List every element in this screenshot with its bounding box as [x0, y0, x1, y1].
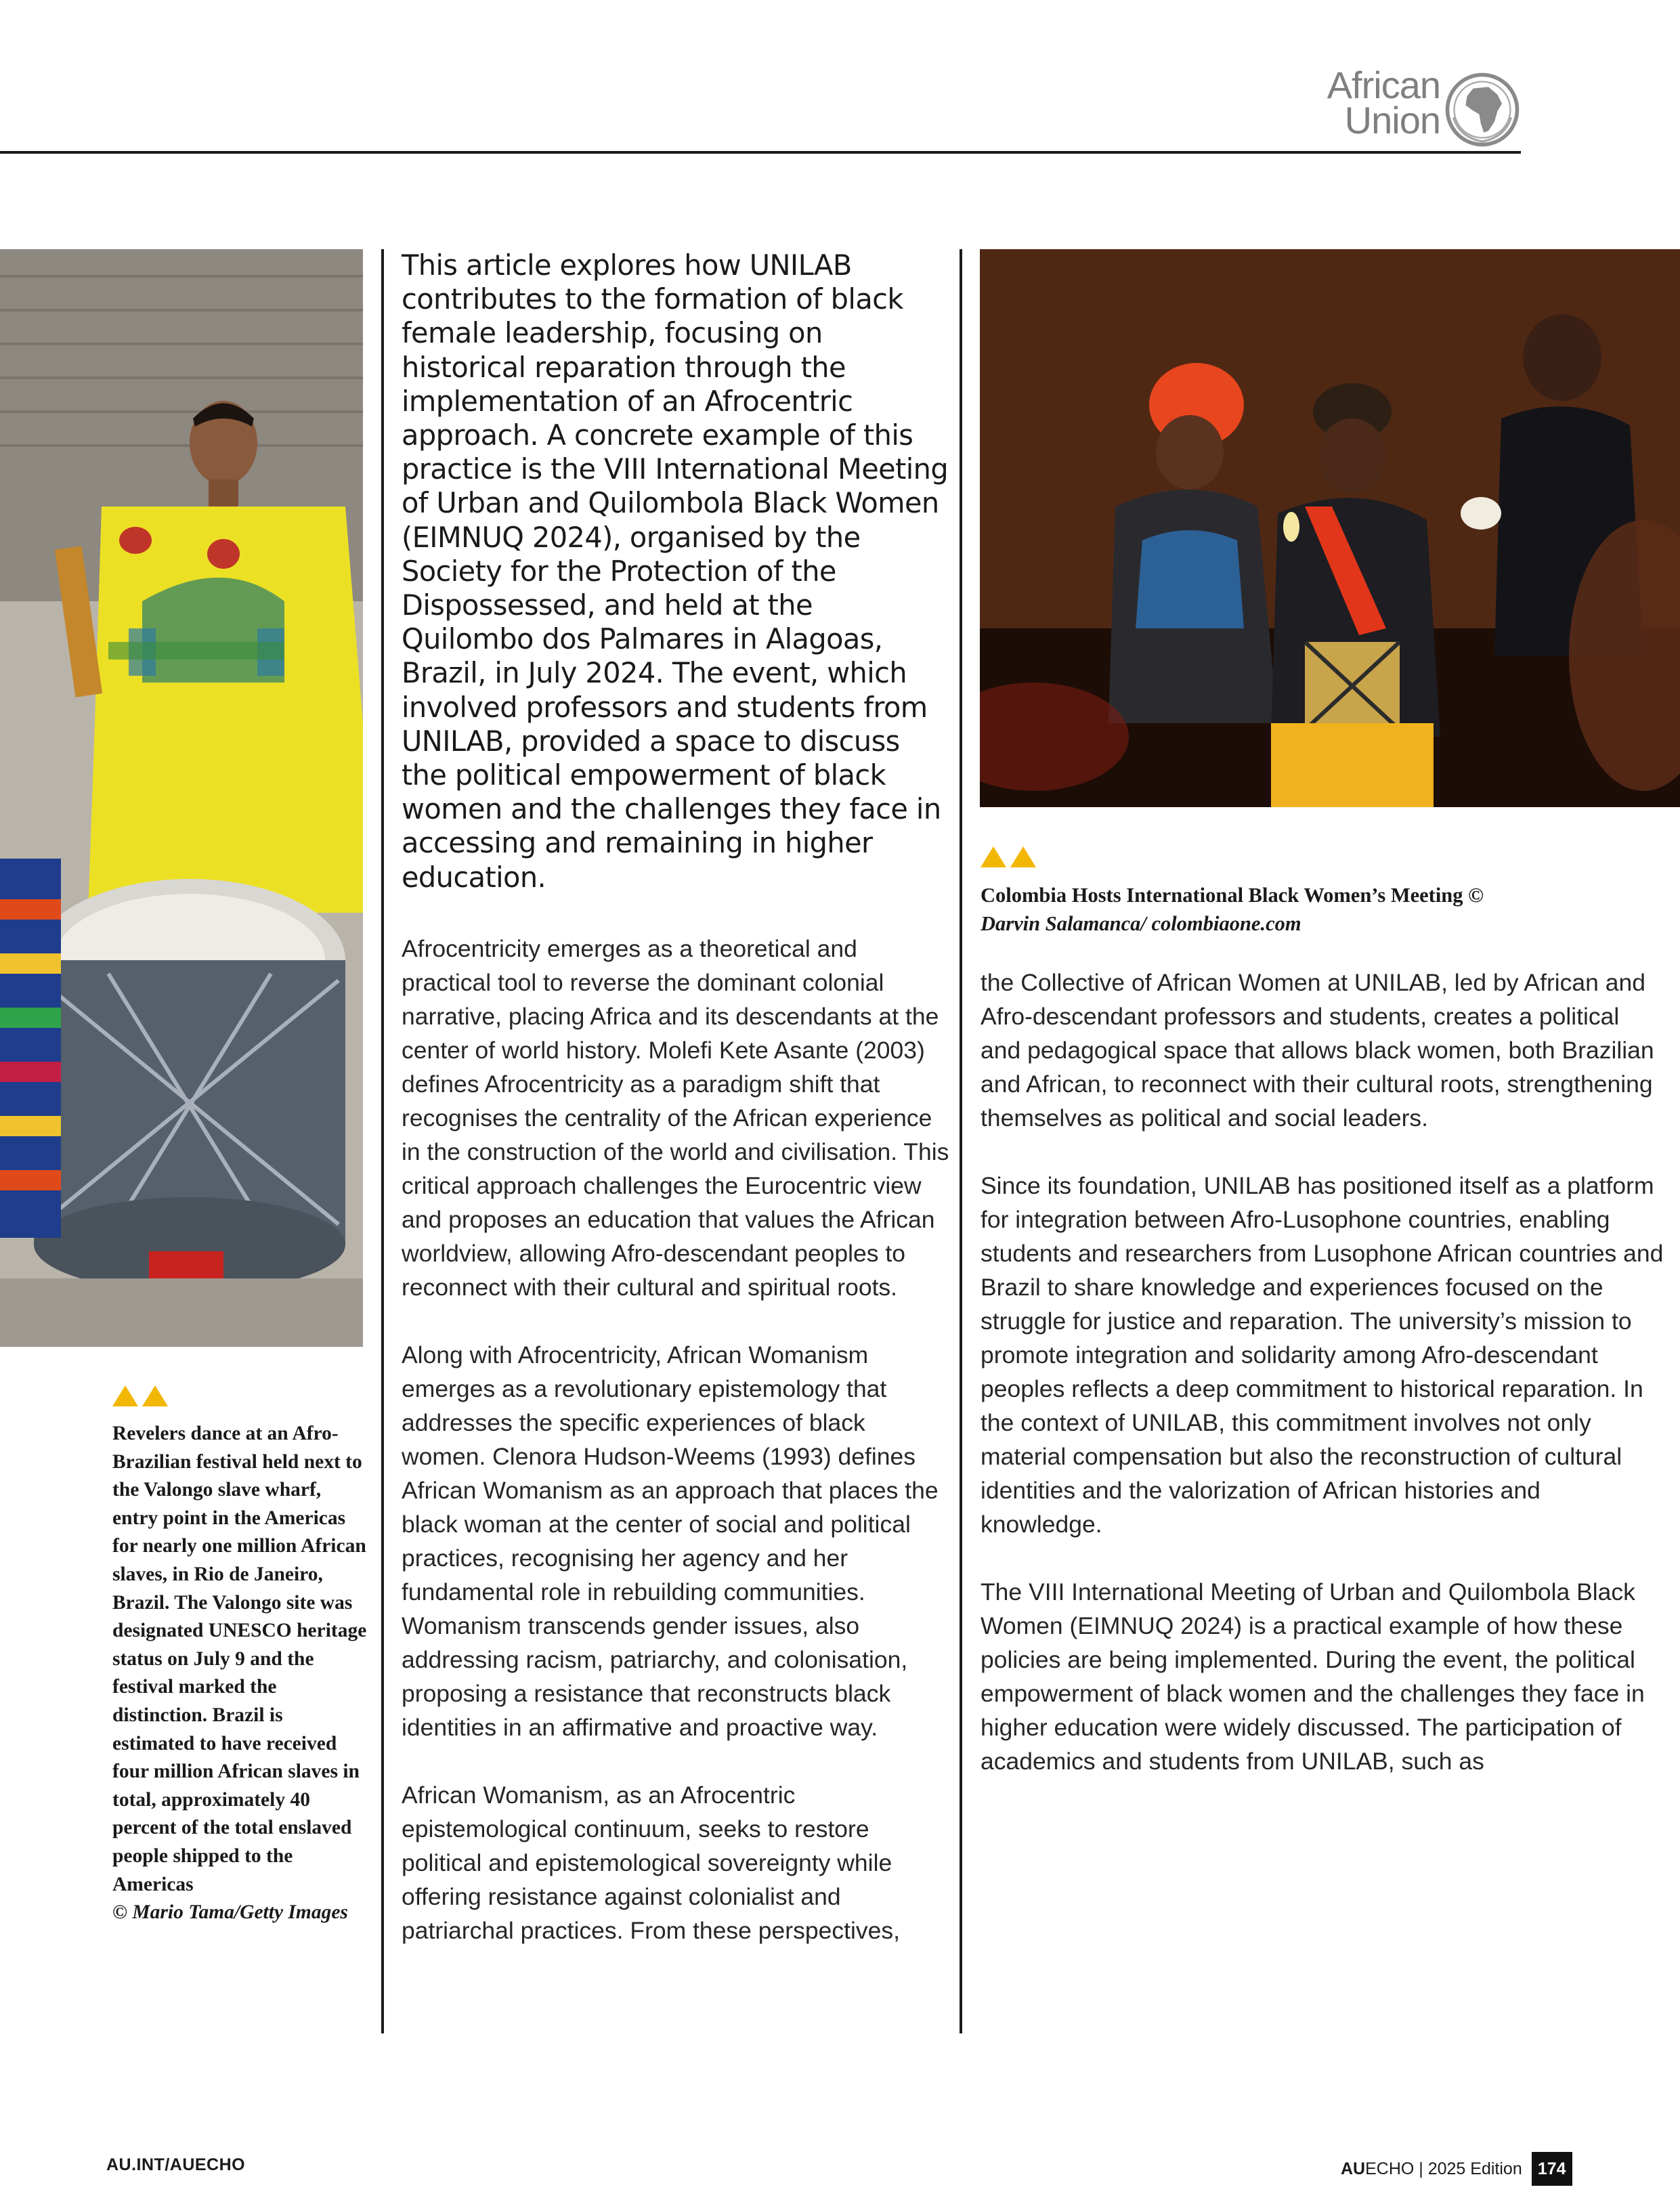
body-paragraph: Along with Afrocentricity, African Womanism emerges as a revolutionary epistemology that addresses the specific experiences of black women. Clenora Hudson-Weems (1993) defines African Womanism as an approach that places the black woman at the center of social and political practices, recognising her agency and her fundamental role in rebuilding communities. Womanism transcends gender issues, also addressing racism, patriarchy, and colonisation, proposing a resistance that reconstructs black identities in an affirmative and proactive way. [402, 1341, 939, 1741]
page-number: 174 [1532, 2152, 1572, 2186]
footer-brand-bold: AU [1341, 2159, 1366, 2178]
logo-line-1: African [1327, 64, 1440, 106]
triangle-icon [1010, 846, 1036, 867]
header-divider [0, 151, 1521, 154]
body-paragraph: the Collective of African Women at UNILAB, led by African and Afro-descendant professors and students, creates a political and pedagogical space that allows black women, both Brazilian and African, to reconnect with their cultural roots, strengthening themselves as political and social leaders. [981, 969, 1654, 1131]
au-emblem-icon [1444, 72, 1520, 148]
triangle-icon [142, 1385, 168, 1406]
caption-left-text: Revelers dance at an Afro-Brazilian festival held next to the Valongo slave wharf, entry point in the Americas for nearly one million African slaves, in Rio de Janeiro, Brazil. The Valongo site was designated UNESCO heritage status on July 9 and the festival marked the distinction. Brazil is estimated to have received four million African slaves in total, approximately 40 percent of the total enslaved people shipped to the Americas [112, 1423, 367, 1895]
african-union-logo [1317, 64, 1520, 149]
footer-edition [1341, 2152, 1572, 2186]
festival-drummer-photo [0, 249, 363, 1347]
caption-left-credit: © Mario Tama/Getty Images [112, 1901, 348, 1924]
colombia-meeting-illustration [980, 249, 1680, 807]
column-divider-left [381, 249, 384, 2033]
body-column-middle [402, 932, 950, 1981]
lead-paragraph: This article explores how UNILAB contributes to the formation of black female leadership, focusing on historical reparation through the implementation of an Afrocentric approach. A concrete example of this practice is the VIII International Meeting of Urban and Quilombola Black Women (EIMNUQ 2024), organised by the Society for the Protection of the Dispossessed, and held at the Quilombo dos Palmares in Alagoas, Brazil, in July 2024. The event, which involved professors and students from UNILAB, provided a space to discuss the political empowerment of black women and the challenges they face in accessing and remaining in higher education. [402, 249, 949, 894]
logo-line-2: Union [1344, 99, 1440, 142]
footer-url[interactable]: AU.INT/AUECHO [106, 2155, 246, 2174]
footer-brand-rest: ECHO | 2025 Edition [1365, 2159, 1522, 2178]
caption-marker-left [112, 1385, 168, 1406]
triangle-icon [981, 846, 1006, 867]
logo-wordmark [1327, 64, 1440, 142]
festival-drummer-illustration [0, 249, 363, 1347]
body-paragraph: Afrocentricity emerges as a theoretical and practical tool to reverse the dominant colonial narrative, placing Africa and its descendants at the center of world history. Molefi Kete Asante (2003) defines Afrocentricity as a paradigm shift that recognises the centrality of the African experience in the construction of the world and civilisation. This critical approach challenges the Eurocentric view and proposes an education that values the African worldview, allowing Afro-descendant peoples to reconnect with their cultural and spiritual roots. [402, 935, 949, 1301]
body-paragraph: African Womanism, as an Afrocentric epistemological continuum, seeks to restore political and epistemological sovereignty while offering resistance against colonialist and patriarchal practices. From these perspectives, [402, 1782, 900, 1944]
body-paragraph: Since its foundation, UNILAB has positioned itself as a platform for integration between Afro-Lusophone countries, enabling students and researchers from Lusophone African countries and Brazil to share knowledge and experiences focused on the struggle for justice and reparation. The university’s mission to promote integration and solidarity among Afro-descendant peoples reflects a deep commitment to historical reparation. In the context of UNILAB, this commitment involves not only material compensation but also the reconstruction of cultural identities and the valorization of African histories and knowledge. [981, 1172, 1664, 1538]
photo-caption-left [112, 1420, 370, 1927]
body-paragraph: The VIII International Meeting of Urban and Quilombola Black Women (EIMNUQ 2024) is a practical example of how these policies are being implemented. During the event, the political empowerment of black women and the challenges they face in higher education were widely discussed. The participation of academics and students from UNILAB, such as [981, 1578, 1645, 1775]
triangle-icon [112, 1385, 138, 1406]
caption-marker-right [981, 846, 1036, 867]
column-divider-right [960, 249, 962, 2033]
colombia-meeting-photo [980, 249, 1680, 807]
caption-right-credit: Darvin Salamanca/ colombiaone.com [981, 912, 1301, 935]
body-column-right [981, 966, 1664, 1812]
photo-caption-right [981, 881, 1664, 938]
caption-right-text: Colombia Hosts International Black Women’s Meeting © [981, 884, 1484, 907]
